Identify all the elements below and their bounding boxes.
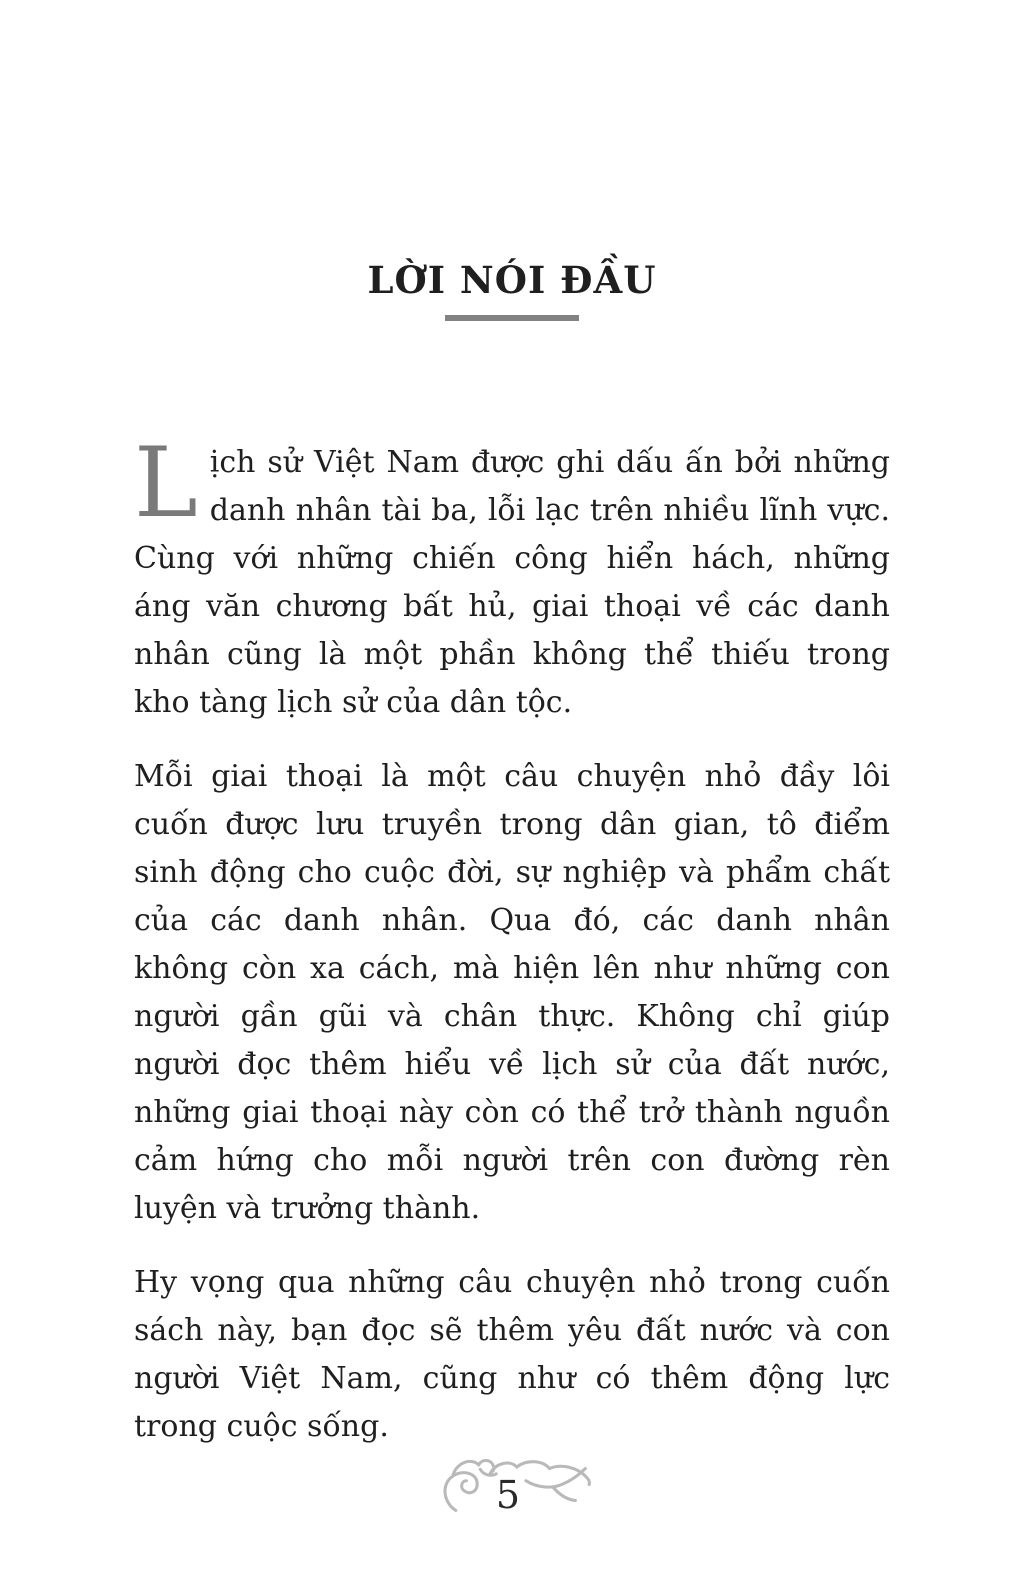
title-block [0,0,1024,321]
page-number: 5 [495,1473,521,1517]
drop-cap: L [134,427,198,539]
paragraph-text: ịch sử Việt Nam được ghi dấu ấn bởi những danh nhân tài ba, lỗi lạc trên nhiều lĩnh vực. Cùng với những chiến công hiển hách, những áng văn chương bất hủ, giai thoại về các danh nhân cũng là một phần không thể thiếu trong kho tàng lịch sử của dân tộc. [134,445,890,720]
preface-paragraph-1 [134,427,890,727]
preface-paragraph-2: Mỗi giai thoại là một câu chuyện nhỏ đầy lôi cuốn được lưu truyền trong dân gian, tô điểm sinh động cho cuộc đời, sự nghiệp và phẩm chất của các danh nhân. Qua đó, các danh nhân không còn xa cách, mà hiện lên như những con người gần gũi và chân thực. Không chỉ giúp người đọc thêm hiểu về lịch sử của đất nước, những giai thoại này còn có thể trở thành nguồn cảm hứng cho mỗi người trên con đường rèn luyện và trưởng thành. [134,759,890,1226]
page-footer [0,1438,1024,1548]
preface-paragraph-3: Hy vọng qua những câu chuyện nhỏ trong cuốn sách này, bạn đọc sẽ thêm yêu đất nước và con người Việt Nam, cũng như có thêm động lực trong cuộc sống. [134,1265,890,1444]
preface-body [134,427,890,1451]
page-title: LỜI NÓI ĐẦU [367,258,657,302]
title-underline [445,315,579,321]
